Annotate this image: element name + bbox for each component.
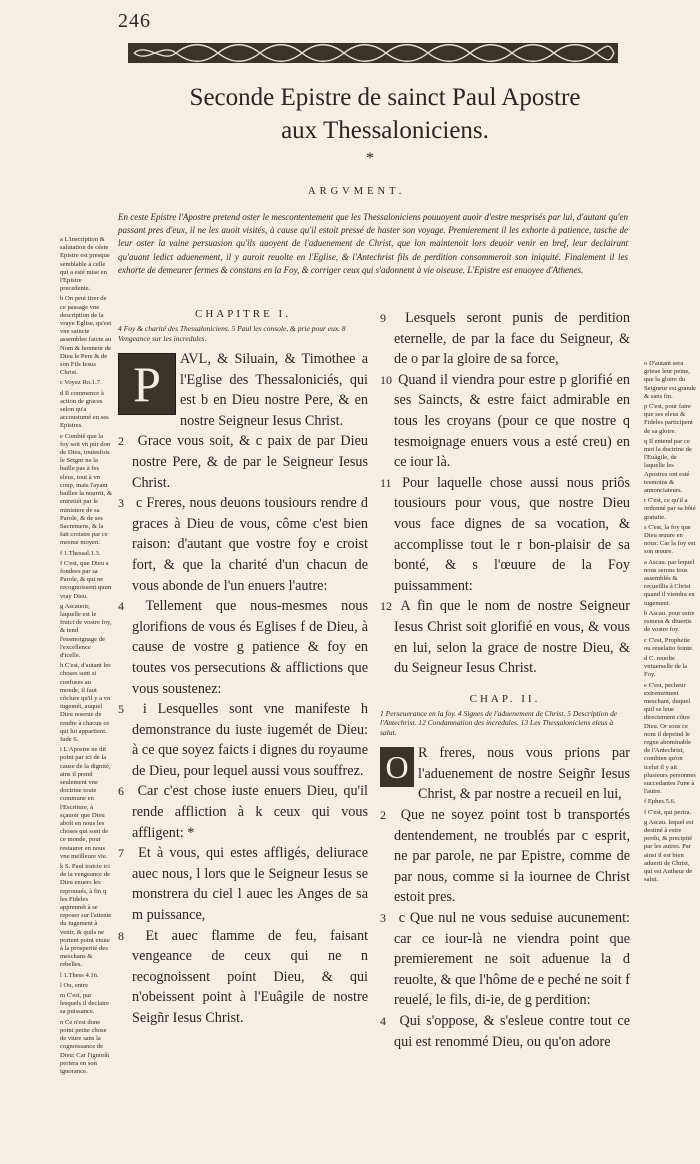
verse-number: 2 <box>118 434 124 449</box>
verse-number: 5 <box>118 702 124 717</box>
verse <box>380 596 630 678</box>
margin-note: l 1.Thess 4.16. <box>60 971 99 979</box>
left-margin-notes <box>60 236 112 1078</box>
verse-number: 3 <box>118 496 124 511</box>
verse-text: Grace vous soit, & c paix de par Dieu nostre Pere, & de par le Seigneur Iesus Christ. <box>132 433 368 491</box>
margin-note: f C'est, que Dieu a fondees par sa Parole, & qui ne recognoissent quun vray Dieu. <box>60 559 112 600</box>
drop-cap-o: O <box>380 747 414 787</box>
margin-note: f 1.Thessal.1.3. <box>60 549 101 557</box>
verse <box>380 308 630 370</box>
margin-note: f Ephes.5.6. <box>644 798 676 806</box>
chapter1-heading: CHAPITRE I. <box>195 308 291 320</box>
verse-number: 8 <box>118 928 124 943</box>
verse-text: Quand il viendra pour estre p glorifié en ses Saincts, & estre faict admirable en tous les croyans (pour ce que nostre q tesmoignage enuers vous a esté creu) en ce iour là. <box>394 371 630 471</box>
margin-note: n Ce n'est done point petite chose de viure sans la cognoissance de Dieu: Car l'ignorât periera en son ignorance. <box>60 1018 110 1075</box>
margin-note: l Ou, entre <box>60 981 89 989</box>
chapter1-verses-right <box>380 308 630 679</box>
verse <box>118 493 368 596</box>
verse-number: 11 <box>380 475 392 490</box>
verse-number: 4 <box>118 599 124 614</box>
drop-cap-p: P <box>118 353 176 415</box>
chapter1-summary: 4 Foy & charité des Thessaloniciens. 5 Paul les console, & prie pour eux. 8 Vengeance sur les incredules. <box>118 324 346 343</box>
margin-note: m C'est, par lesquels il declaire sa puissance. <box>60 992 110 1016</box>
chapter2-summary: 1 Perseuerance en la foy. 4 Signes de l'aduenement de Christ. 5 Description de l'Antechrist. 12 Condamnation des incredules. 13 Les Thessaloniciens eleus à salut. <box>380 708 618 737</box>
margin-note: b Ascau. pour estre esmeus & diuertis de vostre foy. <box>644 609 695 634</box>
chapter1-verses-left <box>118 431 368 1028</box>
margin-note: g Ascau. lequel est destiné à estre perdu, & precipité par les autres. Par ainsi il est bien aduerti de Christ, qui est Autheur de salut. <box>644 818 694 884</box>
verse-number: 10 <box>380 372 392 387</box>
right-column <box>380 308 630 1052</box>
verse-text: i Lesquelles sont vne manifeste h demonstrance du iuste iugemét de Dieu: à ce que soyez faicts i dignes du royaume de Dieu, pour lequel aussi vous souffrez. <box>132 701 368 779</box>
argument-text: En ceste Epistre l'Apostre pretend oster le mescontentement que les Thessaloniciens pouuoyent auoir d'estre mesprisés par lui, d'autant qu'en passant pres d'eux, il ne les auoit visités, à cause qu'il estoit pressé de haster son voyage. Premierement il les exhorte à patience, tasche de leur oster la vaine persuasion qu'ils auoyent de l'aduenement de Christ, que lon maintenoit lors deuoir venir en bref, leur declairant qu'auant ledict aduenement, il y auroit reuolte en l'Eglise, & l'Antechrist fils de perdition consommeroit son iniquité. Finalement il les exhorte de demeurer fermes & constans en la Foy, & corriger ceux qui s'adonnent à vie oiseuse. L'Epistre est enuoyee d'Athenes. <box>118 212 628 275</box>
verse-number: 7 <box>118 846 124 861</box>
page-number: 246 <box>118 10 151 32</box>
margin-note: b On peut tirer de ce passage vne description de la vraye Eglise, qu'est vne saincte assemblee faicte au Nom & honneur de Dieu le Pere & de son Fils Iesus Christ. <box>60 295 112 377</box>
margin-note: q Il entend par ce mot la doctrine de l'Euãgile, de laquelle les Apostres ont esté tesmoins & annonciateurs. <box>644 437 692 495</box>
verse-text: Et auec flamme de feu, faisant vengeance de ceux qui ne n recognoissent point Dieu, & qui n'obeissent point à l'Euâgile de nostre Seigñr Iesus Christ. <box>132 927 368 1026</box>
verse-number: 2 <box>380 807 386 822</box>
verse <box>118 699 368 781</box>
chapter2-heading: CHAP. II. <box>469 692 541 705</box>
margin-note: c C'est, Prophetie ou reuelatio feinte. <box>644 636 694 652</box>
verse-number: 12 <box>380 599 392 614</box>
chapter1-verse1: AVL, & Siluain, & Timothee a l'Eglise des Thessaloniciés, qui est b en Dieu nostre Pere, & en nostre Seigneur Iesus Christ. <box>180 351 368 429</box>
margin-note: c Voyez Ro.1.7. <box>60 379 102 387</box>
verse <box>118 781 368 843</box>
verse-text: c Freres, nous deuons tousiours rendre d graces à Dieu de vous, côme c'est bien raison: d'autant que vostre foy e croist fort, & que la charité d'un chacun de vous abonde de l'un enuers l'autre: <box>132 495 368 594</box>
chapter2-verses <box>380 805 630 1052</box>
margin-note: g Ascauoir, laquelle est le fruict de vostre foy, & tend l'essmoignage de l'excellence d'icelle. <box>60 602 112 659</box>
epistle-title-line2: aux Thessaloniciens. <box>281 117 489 144</box>
right-margin-notes <box>644 360 696 886</box>
verse <box>118 596 368 699</box>
margin-note: f C'est, qui perira. <box>644 808 692 816</box>
margin-note: r C'est, ce qu'il a ordonné par sa bôté gratuite. <box>644 497 696 521</box>
left-column <box>118 308 368 1029</box>
margin-note: d Il commence à action de graces selon qu'a accoustumé en ses Epistres. <box>60 389 109 430</box>
margin-note: e C'est, pecheur extremement meschant, duquel quil se leue directement côtre Dieu. Or sous ce nom il depeind le regne abominable de l'Antechrist, combien qu'on icelui il y ait plusieurs personnes succedantes l'une à l'autre. <box>644 681 696 796</box>
margin-note: s C'est, la foy que Dieu œuure en nous: Car la foy est son œuure. <box>644 523 696 556</box>
margin-note: e Combié que la foy soit vn pur don de Dieu, toutesfois le Seignr ne la baille pas à fes eleus, tout à vn coup, mais l'ayant baillee la nourrit, & entretiét par le ministere de sa Parole, & de ses Sacremens, & la fait croistre par ce mesme moyen. <box>60 432 112 547</box>
margin-note: h C'est, d'autant les choses sont si confuses au monde, il faut cõclure qu'il y a vn iugemét, auquel Dieu reserue de rendre à chacun ce qui lui appartient. Iude 6. <box>60 662 111 743</box>
margin-note: p C'est, pour faire que ses eleus & Fideles participent de sa gloire. <box>644 403 693 435</box>
verse-number: 4 <box>380 1013 386 1028</box>
verse <box>118 926 368 1029</box>
verse-text: A fin que le nom de nostre Seigneur Iesus Christ soit glorifié en vous, & vous en lui, selon la grace de nostre Dieu, & du Seigneur Iesus Christ. <box>394 598 630 677</box>
verse-text: Qui s'oppose, & s'esleue contre tout ce qui est renommé Dieu, ou qu'on adore <box>394 1012 630 1050</box>
verse-text: Car c'est chose iuste enuers Dieu, qu'il rende affliction à k ceux qui vous affligent: * <box>132 783 368 841</box>
margin-note: a Ascau. par lequel nous serons tous assemblés & recueillis à Christ quand il viendra en iugement. <box>644 558 695 607</box>
verse-text: Lesquels seront punis de perdition eternelle, de par la face du Seigneur, & de o par la gloire de sa force, <box>394 310 630 368</box>
verse <box>118 431 368 493</box>
verse-number: 6 <box>118 784 124 799</box>
margin-note: o D'autant sera grieue leur peine, que la gloire du Seigneur est grande & sans fin. <box>644 360 696 400</box>
verse <box>380 473 630 597</box>
verse <box>380 805 630 908</box>
margin-note: a L'inscription & salutation de céste Epistre est presque semblable à celle qui a esté mise en l'Epistre precedente. <box>60 236 110 293</box>
verse-number: 9 <box>380 311 386 325</box>
verse-text: Que ne soyez point tost b transportés dentendement, ne troublés par c esprit, ne par parole, ne par Epistre, comme de par nous, comme si la iournee de Christ estoit pres. <box>394 806 630 906</box>
argument-heading: ARGVMENT. <box>308 186 406 197</box>
verse <box>380 908 630 1011</box>
margin-note: i L'Apostre ne dit point par ici de la cause de la dignité, ains il prend seulement vne doctrine toute commune en l'Escriture, à sçauoir que Dieu aboît en nous les choses qui sont de ce monde, pour restaurer en nous vne meilleure vie. <box>60 746 111 860</box>
margin-note: d C. reuolte vniuerselle de la Foy. <box>644 654 688 679</box>
ornamental-border <box>128 40 618 66</box>
verse-text: Tellement que nous-mesmes nous glorifions de vous és Eglises f de Dieu, à cause de vostre g patience & foy en toutes vos persecutions & afflictions que vous soustenez: <box>132 598 368 697</box>
epistle-title-line1: Seconde Epistre de sainct Paul Apostre <box>189 84 581 111</box>
star-mark: * <box>366 150 374 167</box>
verse-number: 3 <box>380 910 386 925</box>
verse <box>118 843 368 925</box>
chapter2-verse1: R freres, nous vous prions par l'aduenement de nostre Seigñr Iesus Christ, & par nostre a recueil en lui, <box>418 745 630 803</box>
verse <box>380 370 630 473</box>
verse-text: Et à vous, qui estes affligés, deliurace auec nous, l lors que le Seigneur Iesus se monstrera du ciel l auec les Anges de sa m puissance, <box>132 845 368 924</box>
margin-note: k S. Paul traicte ici de la vengeance de Dieu enuers les reprouués, à fin q les Fideles apprennét à se reposer sur l'attente du iugement à venir, & quils ne portent point enuie à la prosperité des meschans & rebelles. <box>60 863 112 969</box>
verse-text: Pour laquelle chose aussi nous priôs tousiours pour vous, que nostre Dieu vous face dignes de sa vocation, & accomplisse tout le r bon-plaisir de sa bonté, & s l'œuure de la Foy puissamment: <box>394 474 630 594</box>
verse <box>380 1011 630 1052</box>
verse-text: c Que nul ne vous seduise aucunement: car ce iour-là ne viendra point que premierement ne soit aduenue la d reuolte, & que l'hôme de e peché ne soit f reuelé, le fils, di-ie, de g perdition: <box>394 909 630 1009</box>
